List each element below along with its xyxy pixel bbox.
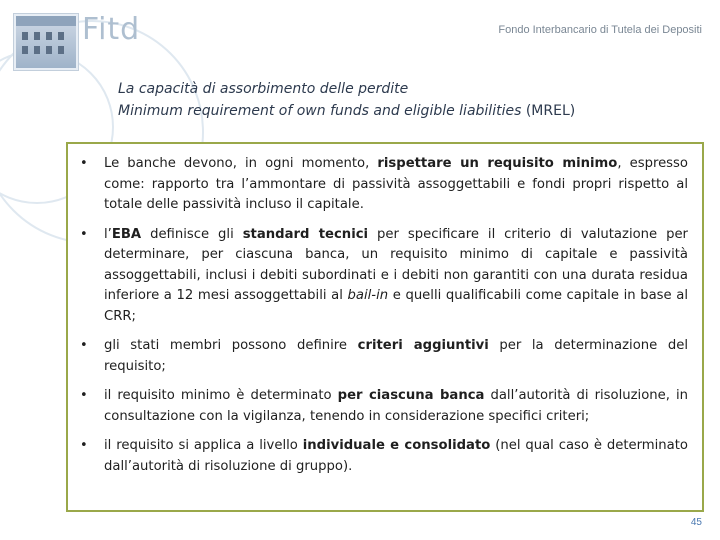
- logo-text: Fitd: [82, 12, 141, 47]
- bullet-icon: •: [80, 226, 88, 242]
- organization-name: Fondo Interbancario di Tutela dei Depositi: [498, 24, 702, 36]
- bullet-text-run: Le banche devono, in ogni momento,: [104, 156, 378, 171]
- bullet-icon: •: [80, 438, 88, 453]
- bullet-text-run: per ciascuna banca: [337, 388, 485, 403]
- bullet-text-run: gli stati membri possono definire: [104, 338, 358, 353]
- bullet-icon: •: [80, 156, 88, 171]
- bullet-text-run: EBA: [111, 226, 142, 242]
- bullet-text-run: per specificare il criterio di valutazione per determinare, per ciascuna banca, un requisito minimo di capitale e passività assoggettabili, inclusi i debiti subordinati e i debiti non garantiti con una durata residua inferiore a 12 mesi assoggettabili al: [104, 226, 688, 303]
- bullet-text-run: (nel qual caso è determinato dall’autorità di risoluzione di gruppo).: [104, 438, 688, 474]
- bullet-text-run: l’: [104, 226, 112, 242]
- title-line-2: [118, 100, 575, 122]
- bullet-item: [80, 336, 688, 377]
- bullet-text-run: individuale e consolidato: [302, 438, 491, 453]
- bullet-icon: •: [80, 338, 88, 353]
- bullet-item: [80, 225, 688, 328]
- bullet-text-run: bail-in: [347, 288, 389, 303]
- bullet-text-run: standard tecnici: [242, 226, 369, 242]
- bullet-text-run: il requisito minimo è determinato: [104, 388, 338, 403]
- slide-title: [118, 78, 575, 122]
- bullet-list: [68, 144, 702, 477]
- title-line-2-italic: Minimum requirement of own funds and eligible liabilities: [118, 103, 522, 119]
- bullet-text-run: il requisito si applica a livello: [104, 438, 303, 453]
- bullet-text-run: rispettare un requisito minimo: [377, 156, 618, 171]
- bullet-item: [80, 436, 688, 477]
- bullet-item: [80, 386, 688, 427]
- content-frame: [66, 142, 704, 512]
- title-line-2-acronym: (MREL): [521, 103, 576, 119]
- bullet-text-run: dall’autorità di risoluzione, in consultazione con la vigilanza, tenendo in considerazione specifici criteri;: [104, 388, 689, 424]
- bullet-text-run: per la determinazione del requisito;: [104, 338, 688, 374]
- bullet-text-run: definisce gli: [141, 226, 243, 242]
- bullet-text-run: criteri aggiuntivi: [357, 338, 489, 353]
- bullet-text-run: , espresso come: rapporto tra l’ammontare di passività assoggettabili e fondi propri rispetto al totale delle passività incluso il capitale.: [104, 156, 688, 212]
- title-line-1: La capacità di assorbimento delle perdite: [118, 81, 409, 97]
- bullet-text-run: e quelli qualificabili come capitale in base al CRR;: [104, 288, 689, 324]
- bullet-item: [80, 154, 688, 216]
- logo-building-image: [14, 14, 78, 70]
- page-number: 45: [690, 517, 702, 528]
- bullet-icon: •: [80, 388, 88, 403]
